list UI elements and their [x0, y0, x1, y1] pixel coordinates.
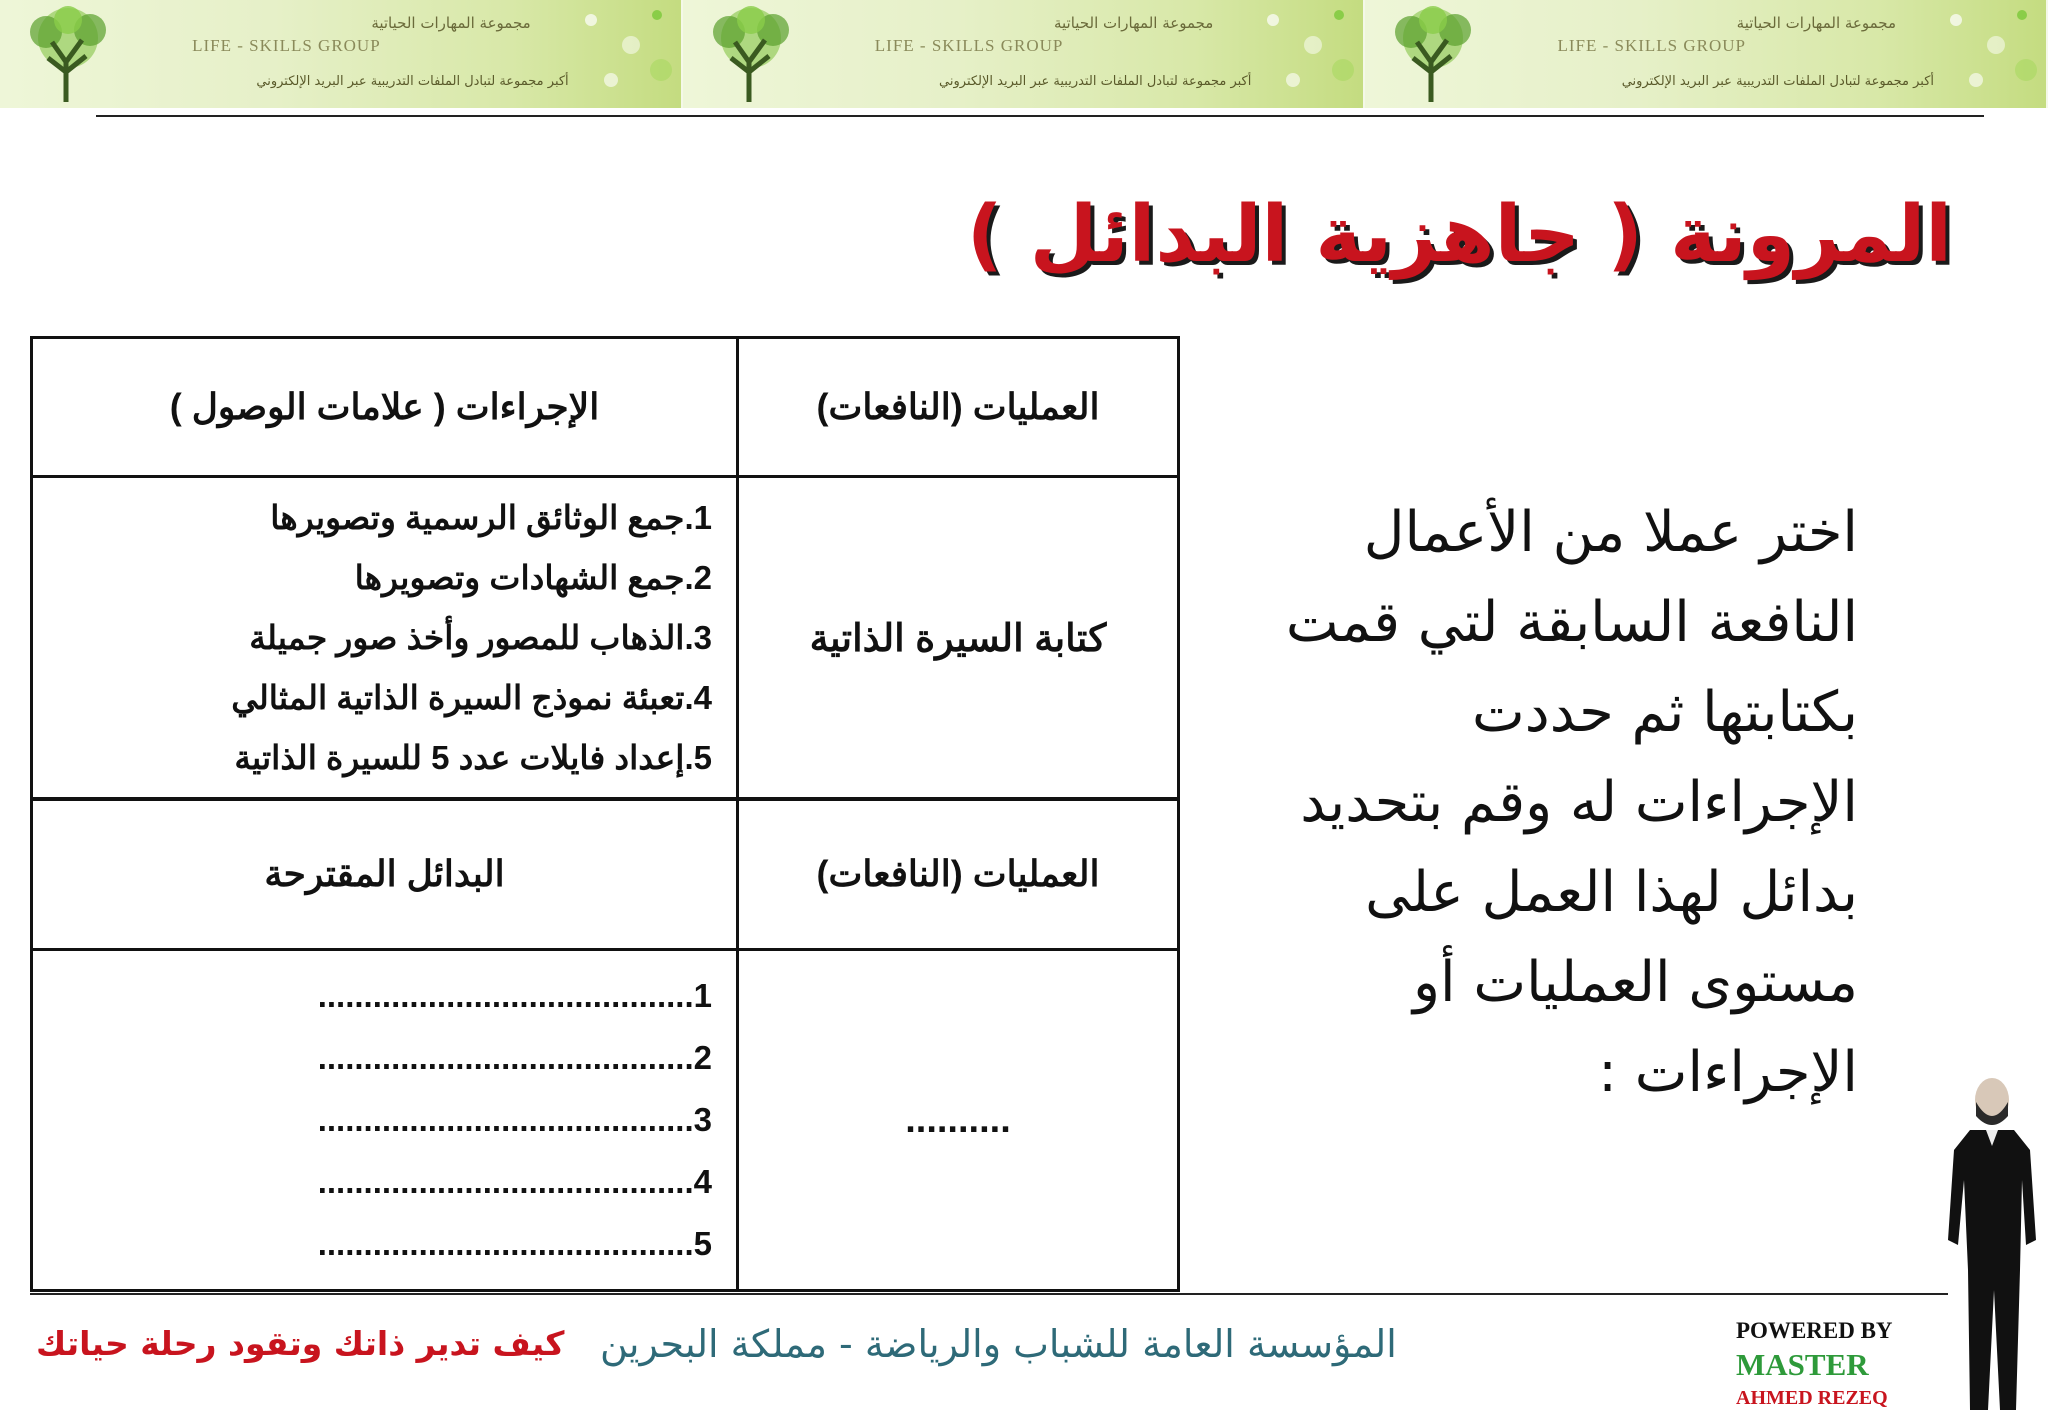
process-blank-cell[interactable]: .......... [738, 950, 1179, 1291]
banner-panel [0, 0, 683, 108]
processes-steps-table [30, 336, 1180, 801]
decorative-dots-icon [561, 0, 681, 108]
alternatives-list [33, 955, 736, 1285]
banner-arabic-title: مجموعة المهارات الحياتية [371, 14, 531, 32]
tree-icon [1373, 2, 1493, 106]
powered-by-label: POWERED BY [1736, 1318, 1893, 1343]
table-header-row [32, 338, 1179, 477]
banner-english-title: LIFE - SKILLS GROUP [192, 36, 381, 55]
header-steps-cell: الإجراءات ( علامات الوصول ) [32, 338, 738, 477]
footer-slogan: كيف تدير ذاتك وتقود رحلة حياتك [36, 1324, 565, 1363]
alternative-blank[interactable]: 2......................................... [317, 1039, 712, 1076]
steps-list [33, 478, 736, 798]
list-item: 2.جمع الشهادات وتصويرها [354, 559, 712, 596]
author-name: AHMED REZEQ [1736, 1387, 1888, 1409]
footer-organization: المؤسسة العامة للشباب والرياضة - مملكة البحرين [600, 1322, 1397, 1366]
man-silhouette-icon [1940, 1070, 2048, 1418]
list-item: 5.إعداد فايلات عدد 5 للسيرة الذاتية [234, 739, 712, 776]
banner-subtitle: أكبر مجموعة لتبادل الملفات التدريبية عبر البريد الإلكتروني [1621, 74, 1935, 89]
master-label: MASTER [1736, 1347, 1869, 1382]
banner-english-title: LIFE - SKILLS GROUP [874, 36, 1064, 55]
alternative-blank[interactable]: 1......................................... [317, 977, 712, 1014]
steps-cell [32, 477, 738, 800]
header-banner [0, 0, 2048, 108]
header-process-cell: العمليات (النافعات) [738, 338, 1179, 477]
banner-english-title: LIFE - SKILLS GROUP [1557, 36, 1747, 55]
powered-by-block [1736, 1316, 1893, 1412]
table-row [32, 950, 1179, 1291]
alternative-blank[interactable]: 4......................................... [317, 1163, 712, 1200]
table-row [32, 477, 1179, 800]
alternative-blank[interactable]: 3......................................... [317, 1101, 712, 1138]
list-item: 4.تعبئة نموذج السيرة الذاتية المثالي [231, 679, 712, 716]
alternatives-cell [32, 950, 738, 1291]
banner-arabic-title: مجموعة المهارات الحياتية [1736, 14, 1897, 32]
list-item: 1.جمع الوثائق الرسمية وتصويرها [270, 499, 712, 536]
decorative-dots-icon [1243, 0, 1363, 108]
alternative-blank[interactable]: 5......................................... [317, 1225, 712, 1262]
slide-title: المرونة ( جاهزية البدائل ) [966, 190, 1952, 280]
tree-icon [691, 2, 811, 106]
alternatives-table [30, 797, 1180, 1292]
banner-subtitle: أكبر مجموعة لتبادل الملفات التدريبية عبر البريد الإلكتروني [256, 74, 569, 89]
banner-subtitle: أكبر مجموعة لتبادل الملفات التدريبية عبر البريد الإلكتروني [939, 74, 1252, 89]
banner-panel [683, 0, 1366, 108]
decorative-dots-icon [1926, 0, 2046, 108]
list-item: 3.الذهاب للمصور وأخذ صور جميلة [249, 619, 712, 656]
header-divider [96, 115, 1984, 117]
process-cell: كتابة السيرة الذاتية [738, 477, 1179, 800]
header-process-cell: العمليات (النافعات) [738, 799, 1179, 950]
banner-arabic-title: مجموعة المهارات الحياتية [1053, 14, 1214, 32]
footer-divider [30, 1293, 1948, 1295]
header-alternatives-cell: البدائل المقترحة [32, 799, 738, 950]
banner-panel [1365, 0, 2048, 108]
table-header-row [32, 799, 1179, 950]
instruction-text: اختر عملا من الأعمال النافعة السابقة لتي قمت بكتابتها ثم حددت الإجراءات له وقم بتحديد بدائل لهذا العمل على مستوى العمليات أو الإجراءات : [1285, 500, 1858, 1105]
tree-icon [8, 2, 128, 106]
